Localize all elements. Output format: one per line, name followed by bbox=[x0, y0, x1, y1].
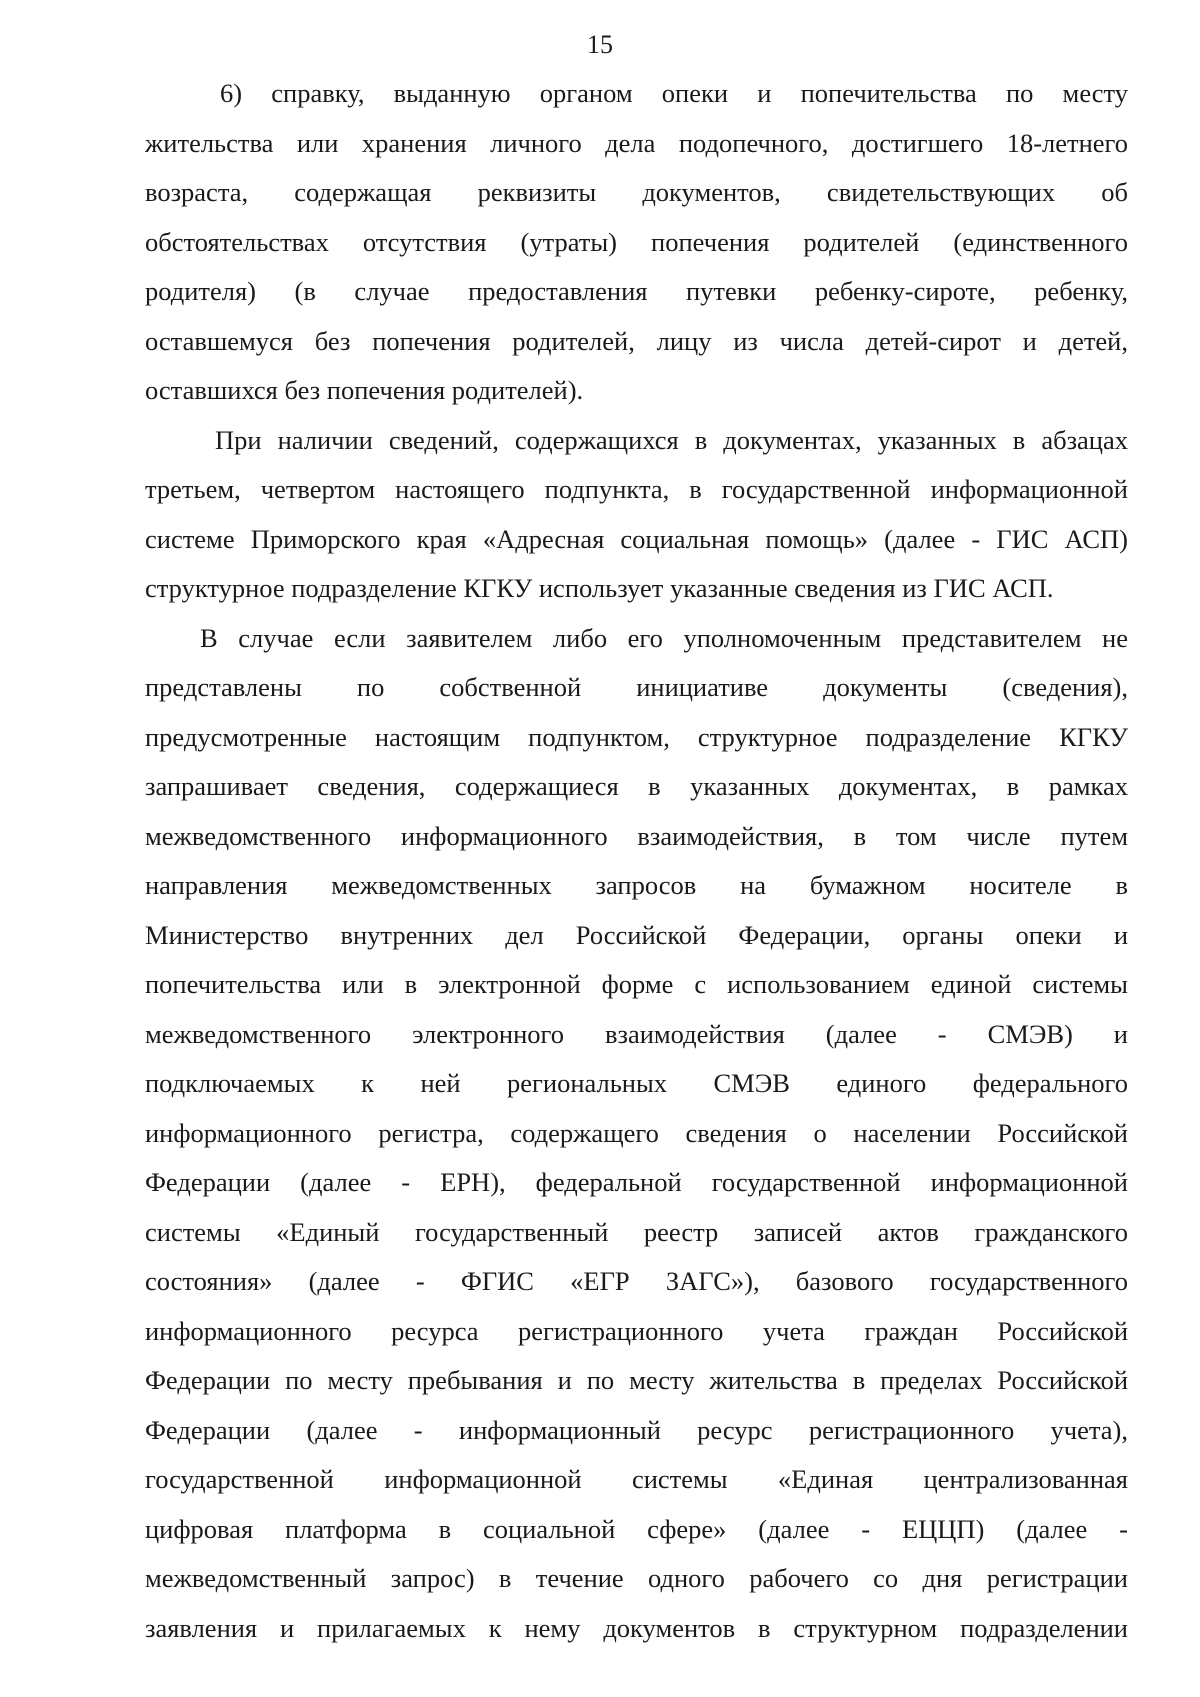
text-line: Федерации (далее - информационный ресурс регистрационного учета), bbox=[145, 1414, 1128, 1445]
paragraph-interagency-request bbox=[145, 614, 1128, 1654]
text-line: предусмотренные настоящим подпунктом, структурное подразделение КГКУ bbox=[145, 721, 1128, 752]
paragraph-gis-asp bbox=[145, 416, 1128, 614]
text-line: подключаемых к ней региональных СМЭВ единого федерального bbox=[145, 1068, 1128, 1098]
text-line: межведомственного электронного взаимодействия (далее - СМЭВ) и bbox=[145, 1018, 1128, 1049]
text-line: цифровая платформа в социальной сфере» (далее - ЕЦЦП) (далее - bbox=[145, 1513, 1128, 1544]
page-number: 15 bbox=[587, 30, 613, 59]
text-line: состояния» (далее - ФГИС «ЕГР ЗАГС»), базового государственного bbox=[145, 1266, 1128, 1296]
text-line: системе Приморского края «Адресная социальная помощь» (далее - ГИС АСП) bbox=[145, 523, 1128, 554]
text-line: возраста, содержащая реквизиты документов, свидетельствующих об bbox=[145, 177, 1128, 207]
text-line: направления межведомственных запросов на бумажном носителе в bbox=[145, 870, 1128, 900]
text-line: попечительства или в электронной форме с использованием единой системы bbox=[145, 969, 1128, 999]
text-line: родителя) (в случае предоставления путевки ребенку-сироте, ребенку, bbox=[145, 276, 1128, 306]
text-line: третьем, четвертом настоящего подпункта, в государственной информационной bbox=[145, 474, 1128, 504]
text-line: межведомственный запрос) в течение одного рабочего со дня регистрации bbox=[145, 1563, 1128, 1593]
text-line: информационного ресурса регистрационного учета граждан Российской bbox=[145, 1315, 1128, 1346]
document-body bbox=[145, 69, 1128, 1653]
text-line: Федерации по месту пребывания и по месту жительства в пределах Российской bbox=[145, 1365, 1128, 1395]
text-line: обстоятельствах отсутствия (утраты) попечения родителей (единственного bbox=[145, 226, 1128, 257]
text-line: Министерство внутренних дел Российской Федерации, органы опеки и bbox=[145, 919, 1128, 950]
text-line: запрашивает сведения, содержащиеся в указанных документах, в рамках bbox=[145, 771, 1128, 801]
text-line: структурное подразделение КГКУ использует указанные сведения из ГИС АСП. bbox=[145, 573, 1054, 603]
text-line: межведомственного информационного взаимодействия, в том числе путем bbox=[145, 820, 1128, 851]
text-line: представлены по собственной инициативе документы (сведения), bbox=[145, 672, 1128, 702]
text-line: заявления и прилагаемых к нему документов в структурном подразделении bbox=[145, 1612, 1128, 1643]
paragraph-certificate bbox=[145, 69, 1128, 416]
text-line: оставшемуся без попечения родителей, лицу из числа детей-сирот и детей, bbox=[145, 325, 1128, 356]
text-line: 6) справку, выданную органом опеки и попечительства по месту bbox=[220, 78, 1128, 108]
text-line: В случае если заявителем либо его уполномоченным представителем не bbox=[200, 622, 1128, 653]
text-line: Федерации (далее - ЕРН), федеральной государственной информационной bbox=[145, 1167, 1128, 1197]
text-line: системы «Единый государственный реестр записей актов гражданского bbox=[145, 1216, 1128, 1247]
text-line: государственной информационной системы «Единая централизованная bbox=[145, 1464, 1128, 1494]
text-line: При наличии сведений, содержащихся в документах, указанных в абзацах bbox=[215, 424, 1128, 455]
text-line: информационного регистра, содержащего сведения о населении Российской bbox=[145, 1117, 1128, 1148]
text-line: оставшихся без попечения родителей). bbox=[145, 375, 584, 405]
text-line: жительства или хранения личного дела подопечного, достигшего 18-летнего bbox=[145, 127, 1128, 158]
